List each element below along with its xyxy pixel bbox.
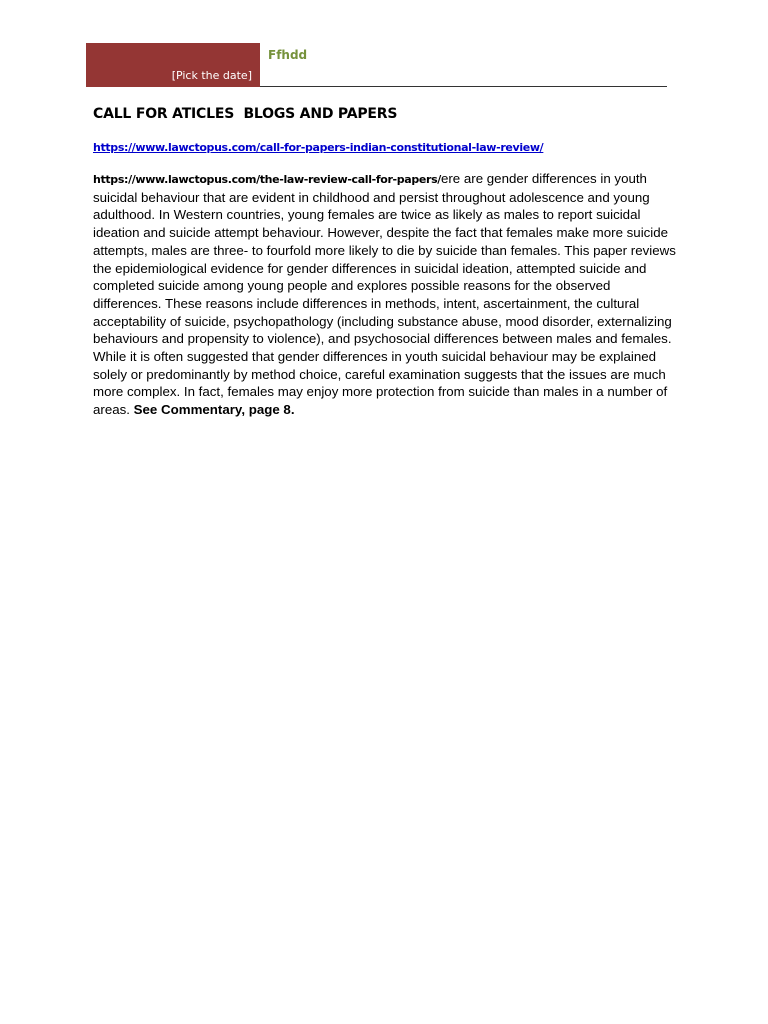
body-url: https://www.lawctopus.com/the-law-review-call-for-papers/: [93, 173, 441, 186]
header-divider: [260, 86, 667, 87]
header-title: Ffhdd: [268, 48, 308, 62]
body-text: ere are gender differences in youth suicidal behaviour that are evident in childhood and persist throughout adolescence and young adulthood. In Western countries, young females are twice as likely as males to report suicidal ideation and suicide attempt behaviour. However, despite the fact that females make more suicide attempts, males are three- to fourfold more likely to die by suicide than females. This paper reviews the epidemiological evidence for gender differences in suicidal ideation, attempted suicide and completed suicide among young people and explores possible reasons for the observed differences. These reasons include differences in methods, intent, ascertainment, the cultural acceptability of suicide, psychopathology (including substance abuse, mood disorder, externalizing behaviours and propensity to violence), and psychosocial differences between males and females. While it is often suggested that gender differences in youth suicidal behaviour may be explained solely or predominantly by method choice, careful examination suggests that the issues are much more complex. In fact, females may enjoy more protection from suicide than males in a number of areas.: [93, 171, 676, 418]
body-paragraph: [93, 170, 681, 419]
constitutional-law-review-link[interactable]: https://www.lawctopus.com/call-for-papers-indian-constitutional-law-review/: [93, 141, 544, 154]
commentary-reference: See Commentary, page 8.: [133, 402, 295, 418]
document-heading: CALL FOR ATICLES BLOGS AND PAPERS: [93, 106, 398, 122]
header-date-box: [86, 43, 260, 87]
date-placeholder[interactable]: [Pick the date]: [171, 69, 252, 82]
